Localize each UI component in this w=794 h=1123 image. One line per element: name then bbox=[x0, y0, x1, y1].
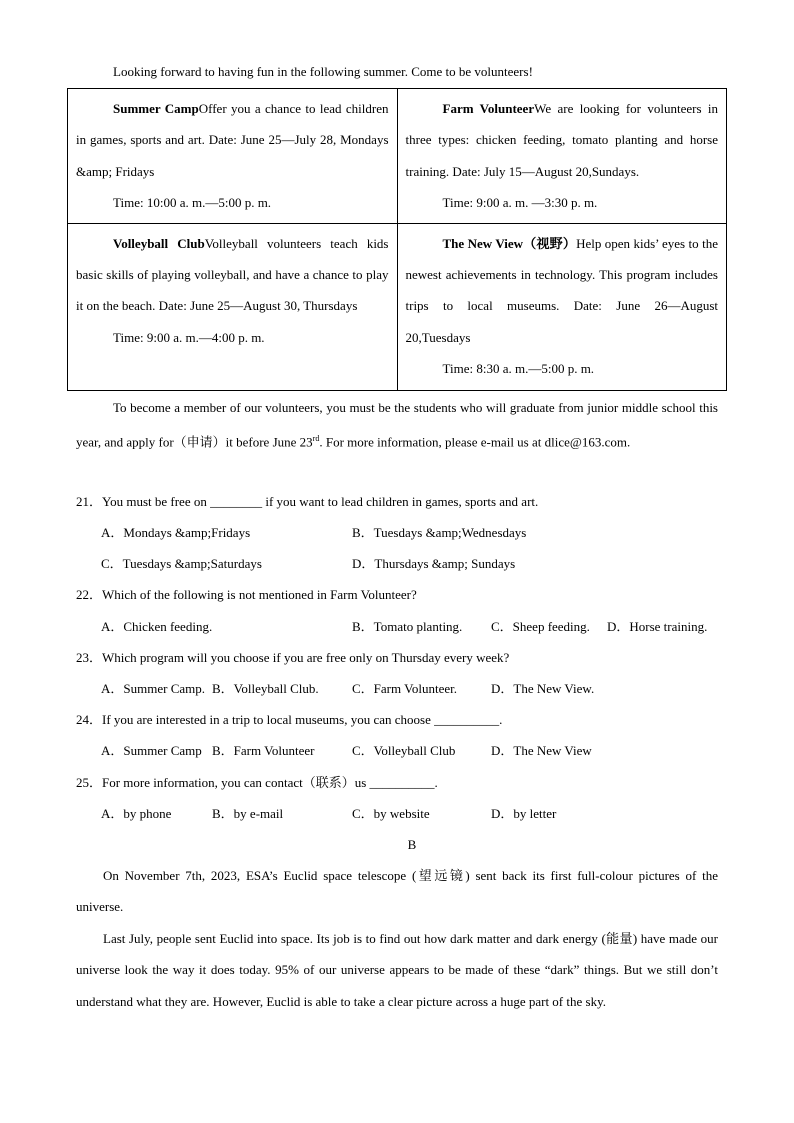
option-23-d: D．The New View. bbox=[491, 681, 595, 696]
option-25-a: A．by phone bbox=[101, 806, 172, 821]
question-22: 22．Which of the following is not mentioned in Farm Volunteer? bbox=[76, 587, 417, 602]
section-b-label: B bbox=[407, 837, 417, 852]
ad-time: Time: 8:30 a. m.—5:00 p. m. bbox=[442, 360, 595, 376]
option-23-b: B．Volleyball Club. bbox=[212, 681, 319, 696]
notice-sup: rd bbox=[312, 434, 320, 444]
notice-text: To become a member of our volunteers, you must be the students who will graduate from junior middle school this year, and apply for（申请）it before June 23 bbox=[76, 400, 718, 450]
ad-summer-camp bbox=[68, 89, 398, 224]
option-24-a: A．Summer Camp bbox=[101, 743, 202, 758]
ad-time: Time: 10:00 a. m.—5:00 p. m. bbox=[113, 194, 272, 210]
section-b-paragraph-2: Last July, people sent Euclid into space. Its job is to find out how dark matter and dark energy (能量) have made our universe look the way it does today. 95% of our universe appears to be made of these “dark” things. But we still don’t understand what they are. However, Euclid is able to take a clear picture across a huge part of the sky. bbox=[76, 931, 718, 1009]
ad-body: Offer you a chance to lead children in games, sports and art. Date: June 25—July 28, Mondays &amp; Fridays bbox=[76, 101, 389, 179]
question-25: 25．For more information, you can contact（联系）us __________. bbox=[76, 775, 438, 790]
ad-body: Volleyball volunteers teach kids basic skills of playing volleyball, and have a chance to play it on the beach. Date: June 25—August 30, Thursdays bbox=[76, 235, 389, 314]
ad-time: Time: 9:00 a. m.—4:00 p. m. bbox=[113, 329, 265, 345]
option-22-c: C．Sheep feeding. bbox=[491, 619, 590, 634]
option-21-a: A．Mondays &amp;Fridays bbox=[101, 525, 251, 540]
section-b-paragraph-1: On November 7th, 2023, ESA’s Euclid space telescope (望远镜) sent back its first full-colour pictures of the universe. bbox=[76, 868, 718, 915]
ad-new-view bbox=[397, 223, 727, 390]
option-25-c: C．by website bbox=[352, 806, 430, 821]
option-21-d: D．Thursdays &amp; Sundays bbox=[352, 556, 516, 571]
option-22-b: B．Tomato planting. bbox=[352, 619, 463, 634]
option-24-c: C．Volleyball Club bbox=[352, 743, 456, 758]
option-22-d: D．Horse training. bbox=[607, 619, 708, 634]
option-22-a: A．Chicken feeding. bbox=[101, 619, 213, 634]
ad-title: Farm Volunteer bbox=[442, 101, 535, 116]
question-24: 24．If you are interested in a trip to local museums, you can choose __________. bbox=[76, 712, 503, 727]
ad-body: Help open kids’ eyes to the newest achievements in technology. This program includes trips to local museums. Date: June 26—August 20,Tuesdays bbox=[405, 235, 718, 345]
option-23-a: A．Summer Camp. bbox=[101, 681, 205, 696]
notice-paragraph bbox=[76, 392, 718, 458]
option-21-b: B．Tuesdays &amp;Wednesdays bbox=[352, 525, 527, 540]
option-25-d: D．by letter bbox=[491, 806, 557, 821]
ad-title: Summer Camp bbox=[113, 101, 199, 116]
ad-farm-volunteer bbox=[397, 89, 727, 224]
ad-time: Time: 9:00 a. m. —3:30 p. m. bbox=[442, 194, 598, 210]
option-21-c: C．Tuesdays &amp;Saturdays bbox=[101, 556, 262, 571]
option-25-b: B．by e-mail bbox=[212, 806, 284, 821]
notice-text-end: . For more information, please e-mail us at dlice@163.com. bbox=[319, 434, 631, 450]
question-23: 23．Which program will you choose if you are free only on Thursday every week? bbox=[76, 650, 510, 665]
ad-title: The New View（视野） bbox=[442, 235, 577, 251]
volunteer-ads-table bbox=[67, 88, 727, 391]
option-24-b: B．Farm Volunteer bbox=[212, 743, 315, 758]
option-23-c: C．Farm Volunteer. bbox=[352, 681, 457, 696]
option-24-d: D．The New View bbox=[491, 743, 592, 758]
ad-title: Volleyball Club bbox=[113, 235, 205, 251]
ad-body: We are looking for volunteers in three types: chicken feeding, tomato planting and horse training. Date: July 15—August 20,Sundays. bbox=[405, 101, 718, 179]
ad-volleyball-club bbox=[68, 223, 398, 390]
question-21: 21．You must be free on ________ if you want to lead children in games, sports and art. bbox=[76, 494, 539, 509]
intro-line: Looking forward to having fun in the following summer. Come to be volunteers! bbox=[113, 64, 533, 79]
